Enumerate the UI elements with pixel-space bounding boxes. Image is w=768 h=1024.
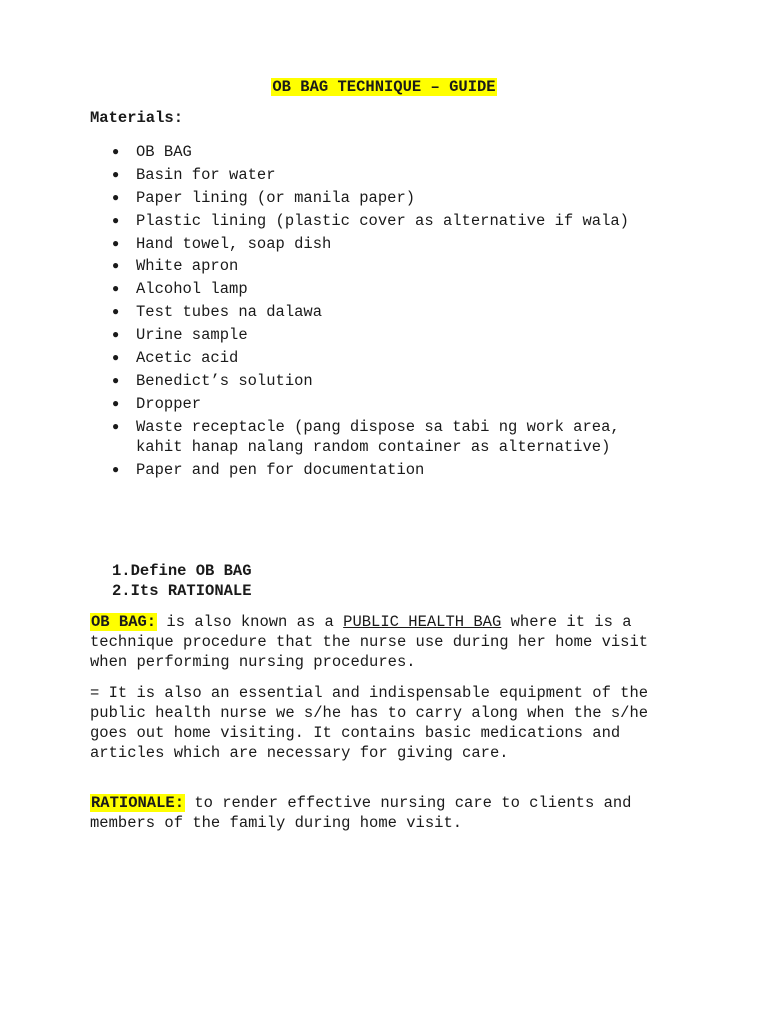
list-item bbox=[108, 348, 668, 368]
bullet-icon: ● bbox=[112, 305, 120, 320]
bullet-icon: ● bbox=[112, 351, 120, 366]
list-item bbox=[108, 417, 668, 457]
list-item bbox=[108, 234, 668, 254]
list-item-text: Basin for water bbox=[136, 165, 276, 184]
list-item bbox=[108, 302, 668, 322]
list-item bbox=[108, 211, 668, 231]
list-item-text: Paper and pen for documentation bbox=[136, 460, 425, 479]
list-item-text: Waste receptacle (pang dispose sa tabi ng work area, kahit hanap nalang random container as alternative) bbox=[136, 417, 620, 456]
definition-paragraph bbox=[90, 612, 680, 672]
title-highlight: OB BAG TECHNIQUE – GUIDE bbox=[272, 78, 496, 96]
bullet-icon: ● bbox=[112, 373, 120, 388]
bullet-icon: ● bbox=[112, 328, 120, 343]
questions-list bbox=[112, 561, 252, 601]
list-item bbox=[108, 460, 668, 480]
document-title bbox=[0, 78, 768, 96]
rationale-text: to render effective nursing care to clients and members of the family during home visit. bbox=[90, 794, 632, 832]
rationale-paragraph bbox=[90, 793, 680, 833]
list-item-text: Alcohol lamp bbox=[136, 280, 248, 299]
list-item bbox=[108, 165, 668, 185]
materials-heading: Materials: bbox=[90, 109, 184, 127]
list-item bbox=[108, 325, 668, 345]
list-item bbox=[108, 256, 668, 276]
list-item bbox=[108, 371, 668, 391]
bullet-icon: ● bbox=[112, 145, 120, 159]
list-item-text: Hand towel, soap dish bbox=[136, 234, 332, 253]
list-item-text: Plastic lining (plastic cover as alternative if wala) bbox=[136, 211, 629, 230]
materials-list bbox=[108, 142, 668, 482]
list-item-text: Benedict’s solution bbox=[136, 371, 313, 390]
question-number: 2. bbox=[112, 582, 131, 600]
bullet-icon: ● bbox=[112, 419, 120, 434]
question-item bbox=[112, 561, 252, 581]
elaboration-paragraph: = It is also an essential and indispensable equipment of the public health nurse we s/he has to carry along when the s/he goes out home visiting. It contains basic medications and articles which are necessary for giving care. bbox=[90, 684, 649, 762]
question-text: Its RATIONALE bbox=[130, 582, 252, 600]
list-item bbox=[108, 394, 668, 414]
list-item-text: Test tubes na dalawa bbox=[136, 303, 323, 322]
list-item-text: Urine sample bbox=[136, 326, 248, 345]
list-item-text: Dropper bbox=[136, 394, 202, 413]
question-text: Define OB BAG bbox=[130, 562, 252, 580]
bullet-icon: ● bbox=[112, 396, 120, 411]
list-item-text: Acetic acid bbox=[136, 349, 239, 368]
question-number: 1. bbox=[112, 562, 131, 580]
bullet-icon: ● bbox=[112, 236, 120, 251]
bullet-icon: ● bbox=[112, 213, 120, 228]
bullet-icon: ● bbox=[112, 190, 120, 205]
bullet-icon: ● bbox=[112, 259, 120, 274]
question-item bbox=[112, 581, 252, 601]
definition-text-before: is also known as a bbox=[157, 613, 344, 631]
definition-text-after: where it is a technique procedure that the nurse use during her home visit when performing nursing procedures. bbox=[90, 613, 649, 671]
bullet-icon: ● bbox=[112, 462, 120, 477]
list-item-text: White apron bbox=[136, 257, 239, 276]
rationale-term: RATIONALE: bbox=[91, 794, 185, 812]
definition-term: OB BAG: bbox=[91, 613, 157, 631]
public-health-bag-phrase: PUBLIC HEALTH BAG bbox=[343, 613, 502, 631]
list-item bbox=[108, 188, 668, 208]
list-item bbox=[108, 142, 668, 162]
bullet-icon: ● bbox=[112, 167, 120, 182]
bullet-icon: ● bbox=[112, 282, 120, 297]
list-item bbox=[108, 279, 668, 299]
list-item-text: Paper lining (or manila paper) bbox=[136, 188, 416, 207]
list-item-text: OB BAG bbox=[136, 143, 192, 161]
